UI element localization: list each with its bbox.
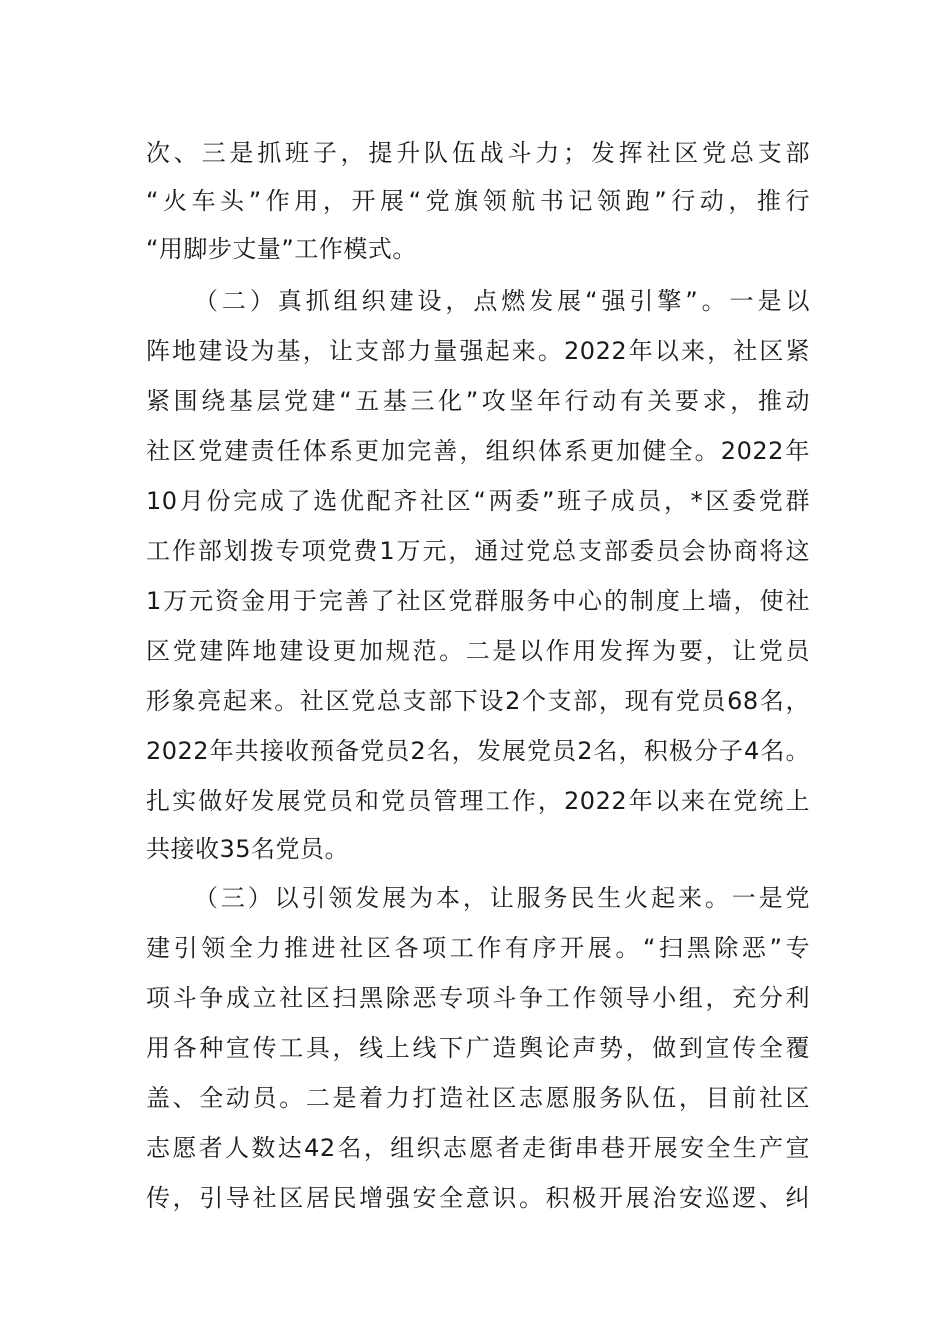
body-text-line: 形象亮起来。社区党总支部下设2个支部，现有党员68名，: [146, 687, 810, 715]
body-text-line: 传，引导社区居民增强安全意识。积极开展治安巡逻、纠: [146, 1184, 810, 1212]
body-text-line: 次、三是抓班子，提升队伍战斗力；发挥社区党总支部: [146, 139, 810, 167]
body-text-line: 1万元资金用于完善了社区党群服务中心的制度上墙，使社: [146, 587, 810, 615]
body-text-line: 工作部划拨专项党费1万元，通过党总支部委员会协商将这: [146, 537, 810, 565]
body-text-line: 盖、全动员。二是着力打造社区志愿服务队伍，目前社区: [146, 1084, 810, 1112]
section-heading-line: （二）真抓组织建设，点燃发展“强引擎”。一是以: [194, 287, 810, 315]
body-text-line: 社区党建责任体系更加完善，组织体系更加健全。2022年: [146, 437, 810, 465]
section-heading-line: （三）以引领发展为本，让服务民生火起来。一是党: [194, 884, 810, 912]
body-text-line: 建引领全力推进社区各项工作有序开展。“扫黑除恶”专: [146, 934, 810, 962]
body-text-line: 共接收35名党员。: [146, 835, 350, 863]
body-text-line: 扎实做好发展党员和党员管理工作，2022年以来在党统上: [146, 787, 810, 815]
body-text-line: “火车头”作用，开展“党旗领航书记领跑”行动，推行: [146, 187, 810, 215]
body-text-line: 区党建阵地建设更加规范。二是以作用发挥为要，让党员: [146, 637, 810, 665]
body-text-line: 阵地建设为基，让支部力量强起来。2022年以来，社区紧: [146, 337, 810, 365]
body-text-line: “用脚步丈量”工作模式。: [146, 235, 417, 263]
body-text-line: 2022年共接收预备党员2名，发展党员2名，积极分子4名。: [146, 737, 810, 765]
body-text-line: 10月份完成了选优配齐社区“两委”班子成员，*区委党群: [146, 487, 810, 515]
body-text-line: 志愿者人数达42名，组织志愿者走街串巷开展安全生产宣: [146, 1134, 810, 1162]
body-text-line: 用各种宣传工具，线上线下广造舆论声势，做到宣传全覆: [146, 1034, 810, 1062]
body-text-line: 紧围绕基层党建“五基三化”攻坚年行动有关要求，推动: [146, 387, 810, 415]
body-text-line: 项斗争成立社区扫黑除恶专项斗争工作领导小组，充分利: [146, 984, 810, 1012]
